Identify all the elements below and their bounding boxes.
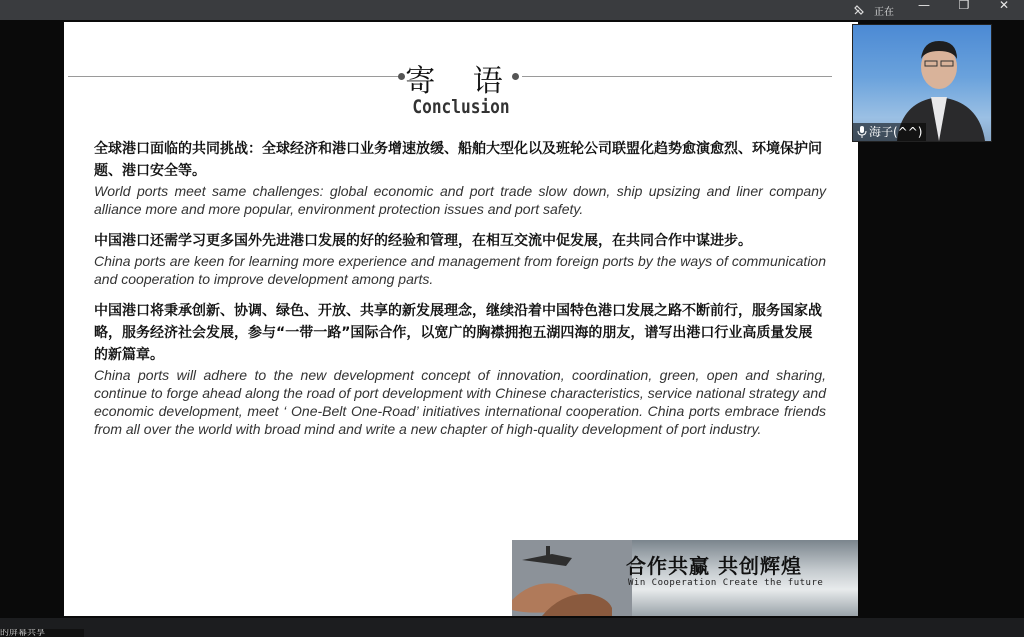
bottom-bar: [0, 618, 1024, 637]
top-status: [852, 0, 894, 20]
paragraph-3: [94, 300, 826, 438]
paragraph-2: [94, 230, 826, 288]
status-text: 正在: [874, 6, 894, 18]
microphone-icon: [857, 126, 867, 138]
window-controls: [904, 0, 1024, 20]
screen-share-caption: 的屏幕共享: [0, 629, 84, 637]
minimize-button[interactable]: —: [918, 0, 930, 12]
close-button[interactable]: ✕: [998, 0, 1010, 12]
paragraph-1: [94, 138, 826, 218]
banner-title-cn: 合作共赢 共创辉煌: [626, 554, 802, 578]
slide-body: [94, 138, 826, 450]
shared-slide: [64, 22, 858, 616]
participant-video-tile[interactable]: [852, 24, 992, 142]
banner-title-en: Win Cooperation Create the future: [628, 578, 824, 588]
slide-header: [64, 62, 858, 132]
paragraph-2-cn: 中国港口还需学习更多国外先进港口发展的好的经验和管理，在相互交流中促发展，在共同合作中谋进步。: [94, 233, 752, 249]
paragraph-3-cn: 中国港口将秉承创新、协调、绿色、开放、共享的新发展理念，继续沿着中国特色港口发展之路不断前行，服务国家战略，服务经济社会发展，参与“一带一路”国际合作，以宽广的胸襟拥抱五湖四海的朋友，谱写出港口行业高质量发展的新篇章。: [94, 303, 822, 363]
slide-title-en: Conclusion: [412, 96, 510, 118]
participant-label: [853, 123, 926, 141]
handshake-image-icon: [512, 540, 632, 616]
slide-title-cn: 寄 语: [405, 64, 517, 99]
restore-button[interactable]: ❐: [958, 0, 970, 12]
paragraph-1-cn: 全球港口面临的共同挑战：全球经济和港口业务增速放缓、船舶大型化以及班轮公司联盟化趋势愈演愈烈、环境保护问题、港口安全等。: [94, 141, 822, 179]
participant-name: 海子(^^): [869, 125, 923, 139]
paragraph-3-en: China ports will adhere to the new development concept of innovation, coordination, green, open and sharing, continue to forge ahead along the road of port development with Chinese characteristics, service national strategy and economic development, meet ‘ One-Belt One-Road’ initiatives international cooperation. China ports embrace friends from all over the world with broad mind and write a new chapter of high-quality development of port industry.: [94, 367, 826, 437]
cooperation-banner: [512, 540, 858, 616]
pin-icon[interactable]: [852, 3, 866, 17]
paragraph-1-en: World ports meet same challenges: global economic and port trade slow down, ship upsizing and liner company alliance more and more popular, environment protection issues and port safety.: [94, 183, 826, 217]
paragraph-2-en: China ports are keen for learning more experience and management from foreign ports by the ways of communication and cooperation to improve development among parts.: [94, 253, 826, 287]
